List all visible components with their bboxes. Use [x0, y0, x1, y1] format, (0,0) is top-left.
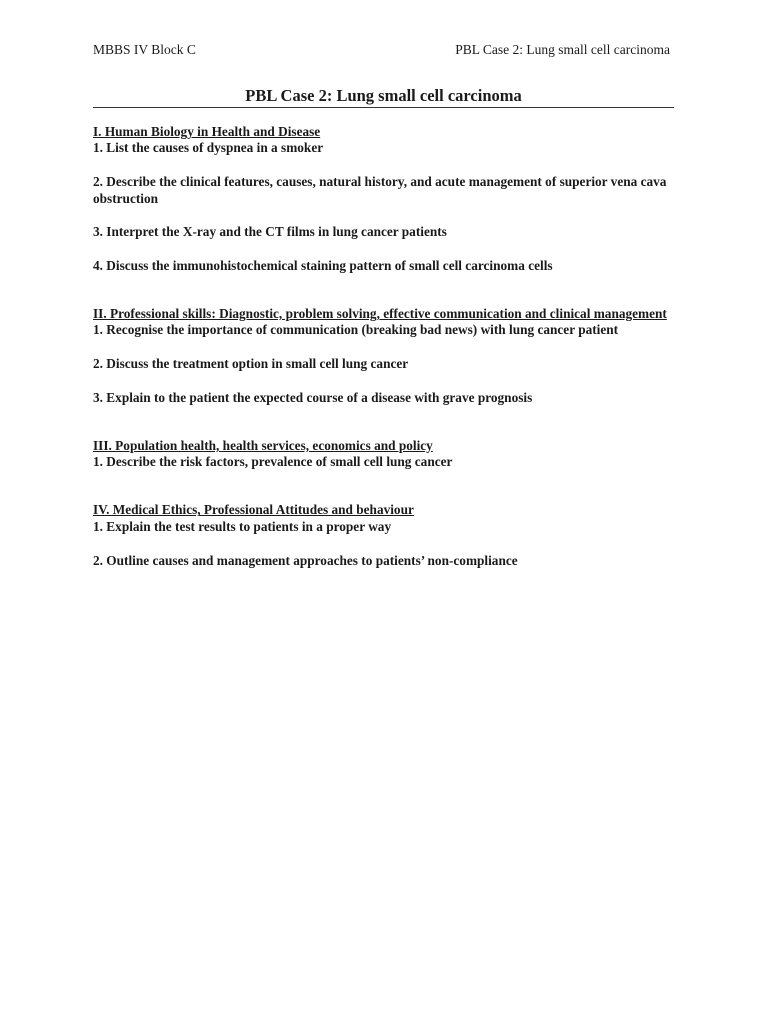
objective-item: 1. Recognise the importance of communication (breaking bad news) with lung cancer patient	[93, 322, 619, 338]
objective-item: 4. Discuss the immunohistochemical staining pattern of small cell carcinoma cells	[93, 257, 553, 273]
section-heading: III. Population health, health services, economics and policy	[93, 437, 433, 453]
objective-item: 2. Discuss the treatment option in small cell lung cancer	[93, 356, 409, 372]
section-medical-ethics	[93, 502, 673, 569]
document-body	[93, 124, 673, 569]
section-heading: I. Human Biology in Health and Disease	[93, 124, 321, 139]
header-left-text: MBBS IV Block C	[93, 42, 196, 57]
objective-item: 2. Describe the clinical features, causes, natural history, and acute management of superior vena cava obstruction	[93, 174, 667, 206]
section-population-health	[93, 438, 673, 471]
document-title: PBL Case 2: Lung small cell carcinoma	[245, 86, 522, 105]
section-heading: IV. Medical Ethics, Professional Attitudes and behaviour	[93, 502, 414, 518]
objective-item: 2. Outline causes and management approaches to patients’ non-compliance	[93, 552, 518, 568]
running-header	[93, 42, 670, 58]
section-human-biology	[93, 124, 673, 274]
objective-item: 3. Explain to the patient the expected course of a disease with grave prognosis	[93, 389, 533, 405]
objective-item: 3. Interpret the X-ray and the CT films in lung cancer patients	[93, 224, 447, 240]
title-block	[93, 86, 674, 108]
objective-item: 1. List the causes of dyspnea in a smoker	[93, 140, 324, 156]
section-professional-skills	[93, 306, 673, 406]
section-heading: II. Professional skills: Diagnostic, problem solving, effective communication and clinical management	[93, 306, 667, 322]
objective-item: 1. Describe the risk factors, prevalence of small cell lung cancer	[93, 454, 453, 470]
header-right-text: PBL Case 2: Lung small cell carcinoma	[455, 42, 670, 57]
objective-item: 1. Explain the test results to patients in a proper way	[93, 518, 392, 534]
